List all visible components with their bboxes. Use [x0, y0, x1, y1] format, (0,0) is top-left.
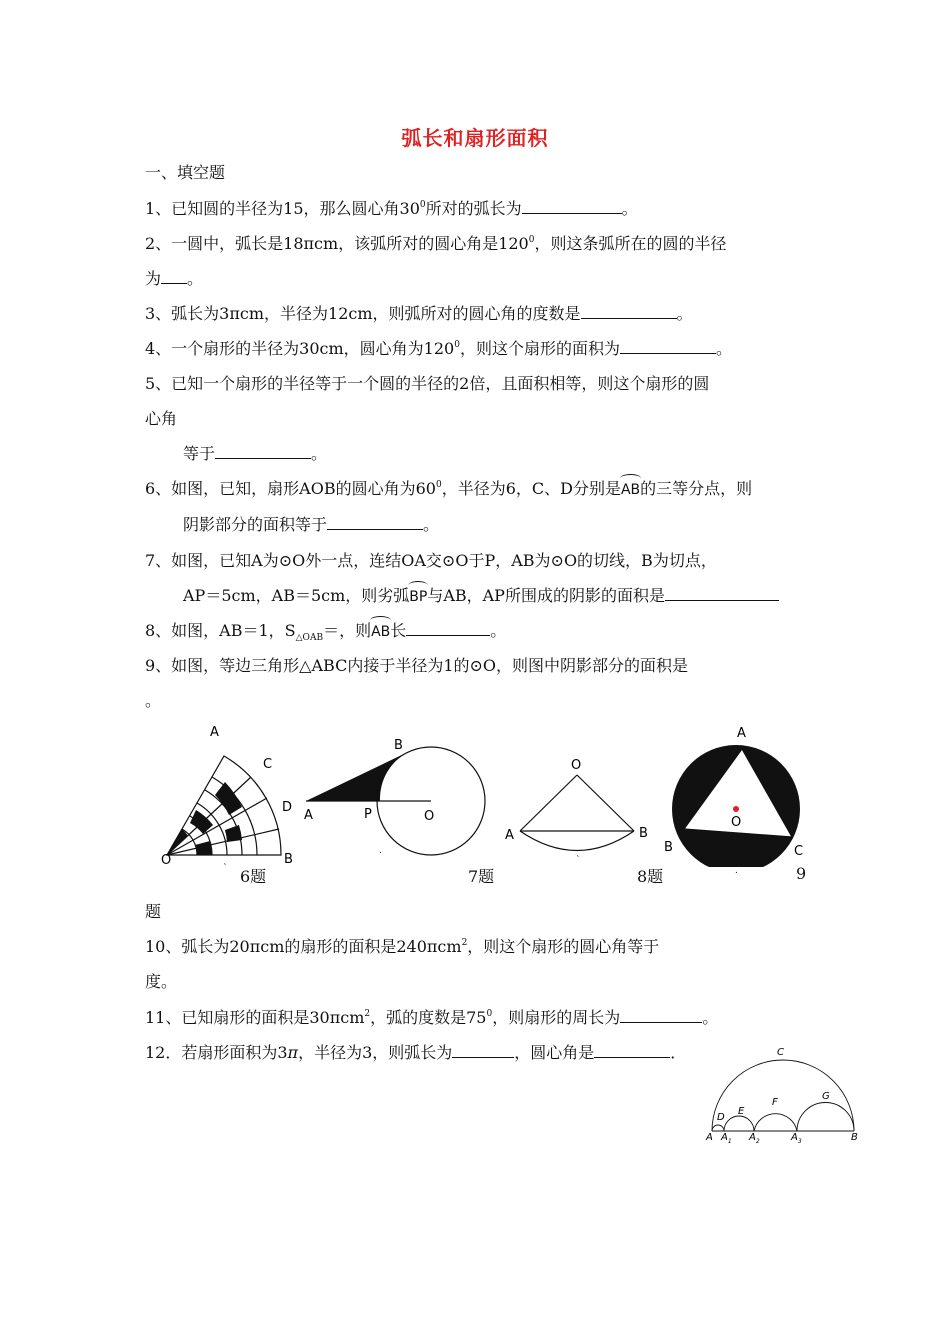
fig6-label-o: O: [161, 853, 172, 868]
fig12-label-a3: $A_3$: [791, 1132, 802, 1145]
fig12-label-a: A: [706, 1132, 713, 1143]
fig12-label-b: B: [851, 1132, 858, 1143]
question-11: 11、已知扇形的面积是30πcm$^2$，弧的度数是$75^0$，则扇形的周长为 。: [145, 1008, 719, 1027]
fig7-dot: .: [379, 846, 382, 856]
caption-9: 9: [796, 864, 807, 883]
fig6-label-a: A: [210, 725, 219, 740]
question-2: 2、一圆中，弧长是18πcm，该弧所对的圆心角是$120^0$，则这条弧所在的圆的半径: [145, 234, 727, 253]
fig6-label-c: C: [263, 757, 273, 772]
answer-blank-7[interactable]: [665, 586, 779, 601]
fig12-label-a2: $A_2$: [749, 1132, 760, 1145]
fig12-arc-e: [724, 1116, 754, 1131]
answer-blank-12b[interactable]: [594, 1043, 670, 1058]
caption-9-cont: 题: [145, 902, 162, 921]
page-title: 弧长和扇形面积: [401, 126, 549, 150]
question-9-cont: 。: [145, 691, 162, 710]
answer-blank-8[interactable]: [406, 621, 490, 636]
fig6-label-b: B: [284, 852, 293, 867]
caption-7: 7题: [468, 867, 495, 886]
fig12-label-e: E: [738, 1106, 745, 1117]
fig12-label-a1: $A_1$: [721, 1132, 732, 1145]
answer-blank-6[interactable]: [327, 515, 423, 530]
question-9: 9、如图，等边三角形△ABC内接于半径为1的⊙O，则图中阴影部分的面积是: [145, 656, 689, 675]
figure-6: [155, 722, 295, 872]
answer-blank-4[interactable]: [620, 339, 716, 354]
section-heading: 一、填空题: [145, 163, 226, 182]
figure-7: [298, 732, 498, 872]
fig8-ob: [577, 775, 634, 831]
answer-blank-3[interactable]: [581, 304, 677, 319]
fig9-dot: .: [735, 866, 738, 876]
question-7: 7、如图，已知A为⊙O外一点，连结OA交⊙O于P，AB为⊙O的切线，B为切点，: [145, 551, 717, 570]
caption-6: 6题: [240, 867, 267, 886]
fig6-tick: `: [223, 864, 228, 874]
question-10-cont: 度。: [145, 972, 178, 991]
question-5: 5、已知一个扇形的半径等于一个圆的半径的2倍，且面积相等，则这个扇形的圆: [145, 374, 710, 393]
question-7-cont: AP＝5cm，AB＝5cm，则劣弧BP与AB，AP所围成的阴影的面积是: [183, 585, 779, 608]
question-6-cont: 阴影部分的面积等于 。: [183, 515, 440, 534]
fig7-label-b: B: [394, 738, 403, 753]
fig12-big-arc: [712, 1060, 854, 1131]
fig12-label-c: C: [777, 1047, 784, 1058]
question-10: 10、弧长为20πcm的扇形的面积是240πcm$^2$，则这个扇形的圆心角等于: [145, 937, 660, 956]
question-2-cont: 为 。: [145, 269, 204, 288]
arc-ab-symbol-2: AB: [371, 621, 390, 643]
fig12-label-f: F: [772, 1097, 778, 1108]
question-1: 1、已知圆的半径为15，那么圆心角$30^0$所对的弧长为 。: [145, 199, 638, 218]
fig8-label-a: A: [505, 828, 514, 843]
fig12-label-g: G: [822, 1091, 830, 1102]
fig9-label-a: A: [737, 726, 746, 741]
fig7-label-o: O: [424, 809, 435, 824]
fig8-arc: [520, 831, 634, 851]
figure-12: [702, 1042, 872, 1152]
fig9-center-dot: [733, 806, 739, 812]
question-3: 3、弧长为3πcm，半径为12cm，则弧所对的圆心角的度数是 。: [145, 304, 693, 323]
answer-blank-2[interactable]: [161, 269, 187, 284]
fig8-label-b: B: [639, 826, 648, 841]
figure-9: [662, 722, 812, 867]
fig7-label-p: P: [364, 807, 372, 822]
answer-blank-12a[interactable]: [452, 1043, 514, 1058]
fig12-label-d: D: [717, 1112, 725, 1123]
figure-8: [502, 755, 662, 865]
question-5-answer: 等于 。: [183, 444, 328, 463]
fig12-arc-d: [712, 1125, 724, 1131]
question-4: 4、一个扇形的半径为30cm，圆心角为$120^0$，则这个扇形的面积为 。: [145, 339, 732, 358]
question-6: 6、如图，已知，扇形AOB的圆心角为$60^0$，半径为6，C、D分别是AB的三等分点，则: [145, 478, 752, 503]
arc-ab-symbol: AB: [621, 479, 640, 501]
fig8-label-o: O: [571, 758, 582, 773]
fig9-label-o: O: [731, 815, 742, 830]
answer-blank-5[interactable]: [215, 444, 311, 459]
caption-8: 8题: [637, 867, 664, 886]
fig8-tick: `: [576, 856, 581, 866]
fig8-oa: [520, 775, 577, 831]
question-5-cont: 心角: [145, 409, 178, 428]
fig12-arc-f: [754, 1114, 797, 1131]
answer-blank-1[interactable]: [522, 199, 622, 214]
fig9-label-c: C: [794, 844, 804, 859]
fig9-label-b: B: [664, 840, 673, 855]
fig7-shaded-region: [306, 751, 410, 801]
arc-bp-symbol: BP: [409, 586, 427, 608]
question-12: 12．若扇形面积为3π，半径为3，则弧长为 ，圆心角是 ．: [145, 1043, 687, 1062]
fig6-label-d: D: [282, 800, 293, 815]
answer-blank-11[interactable]: [620, 1008, 702, 1023]
fig12-arc-g: [797, 1103, 854, 1132]
fig7-label-a: A: [304, 808, 313, 823]
question-8: 8、如图，AB＝1，$S_{\triangle OAB}=$，则AB长 。: [145, 621, 507, 643]
